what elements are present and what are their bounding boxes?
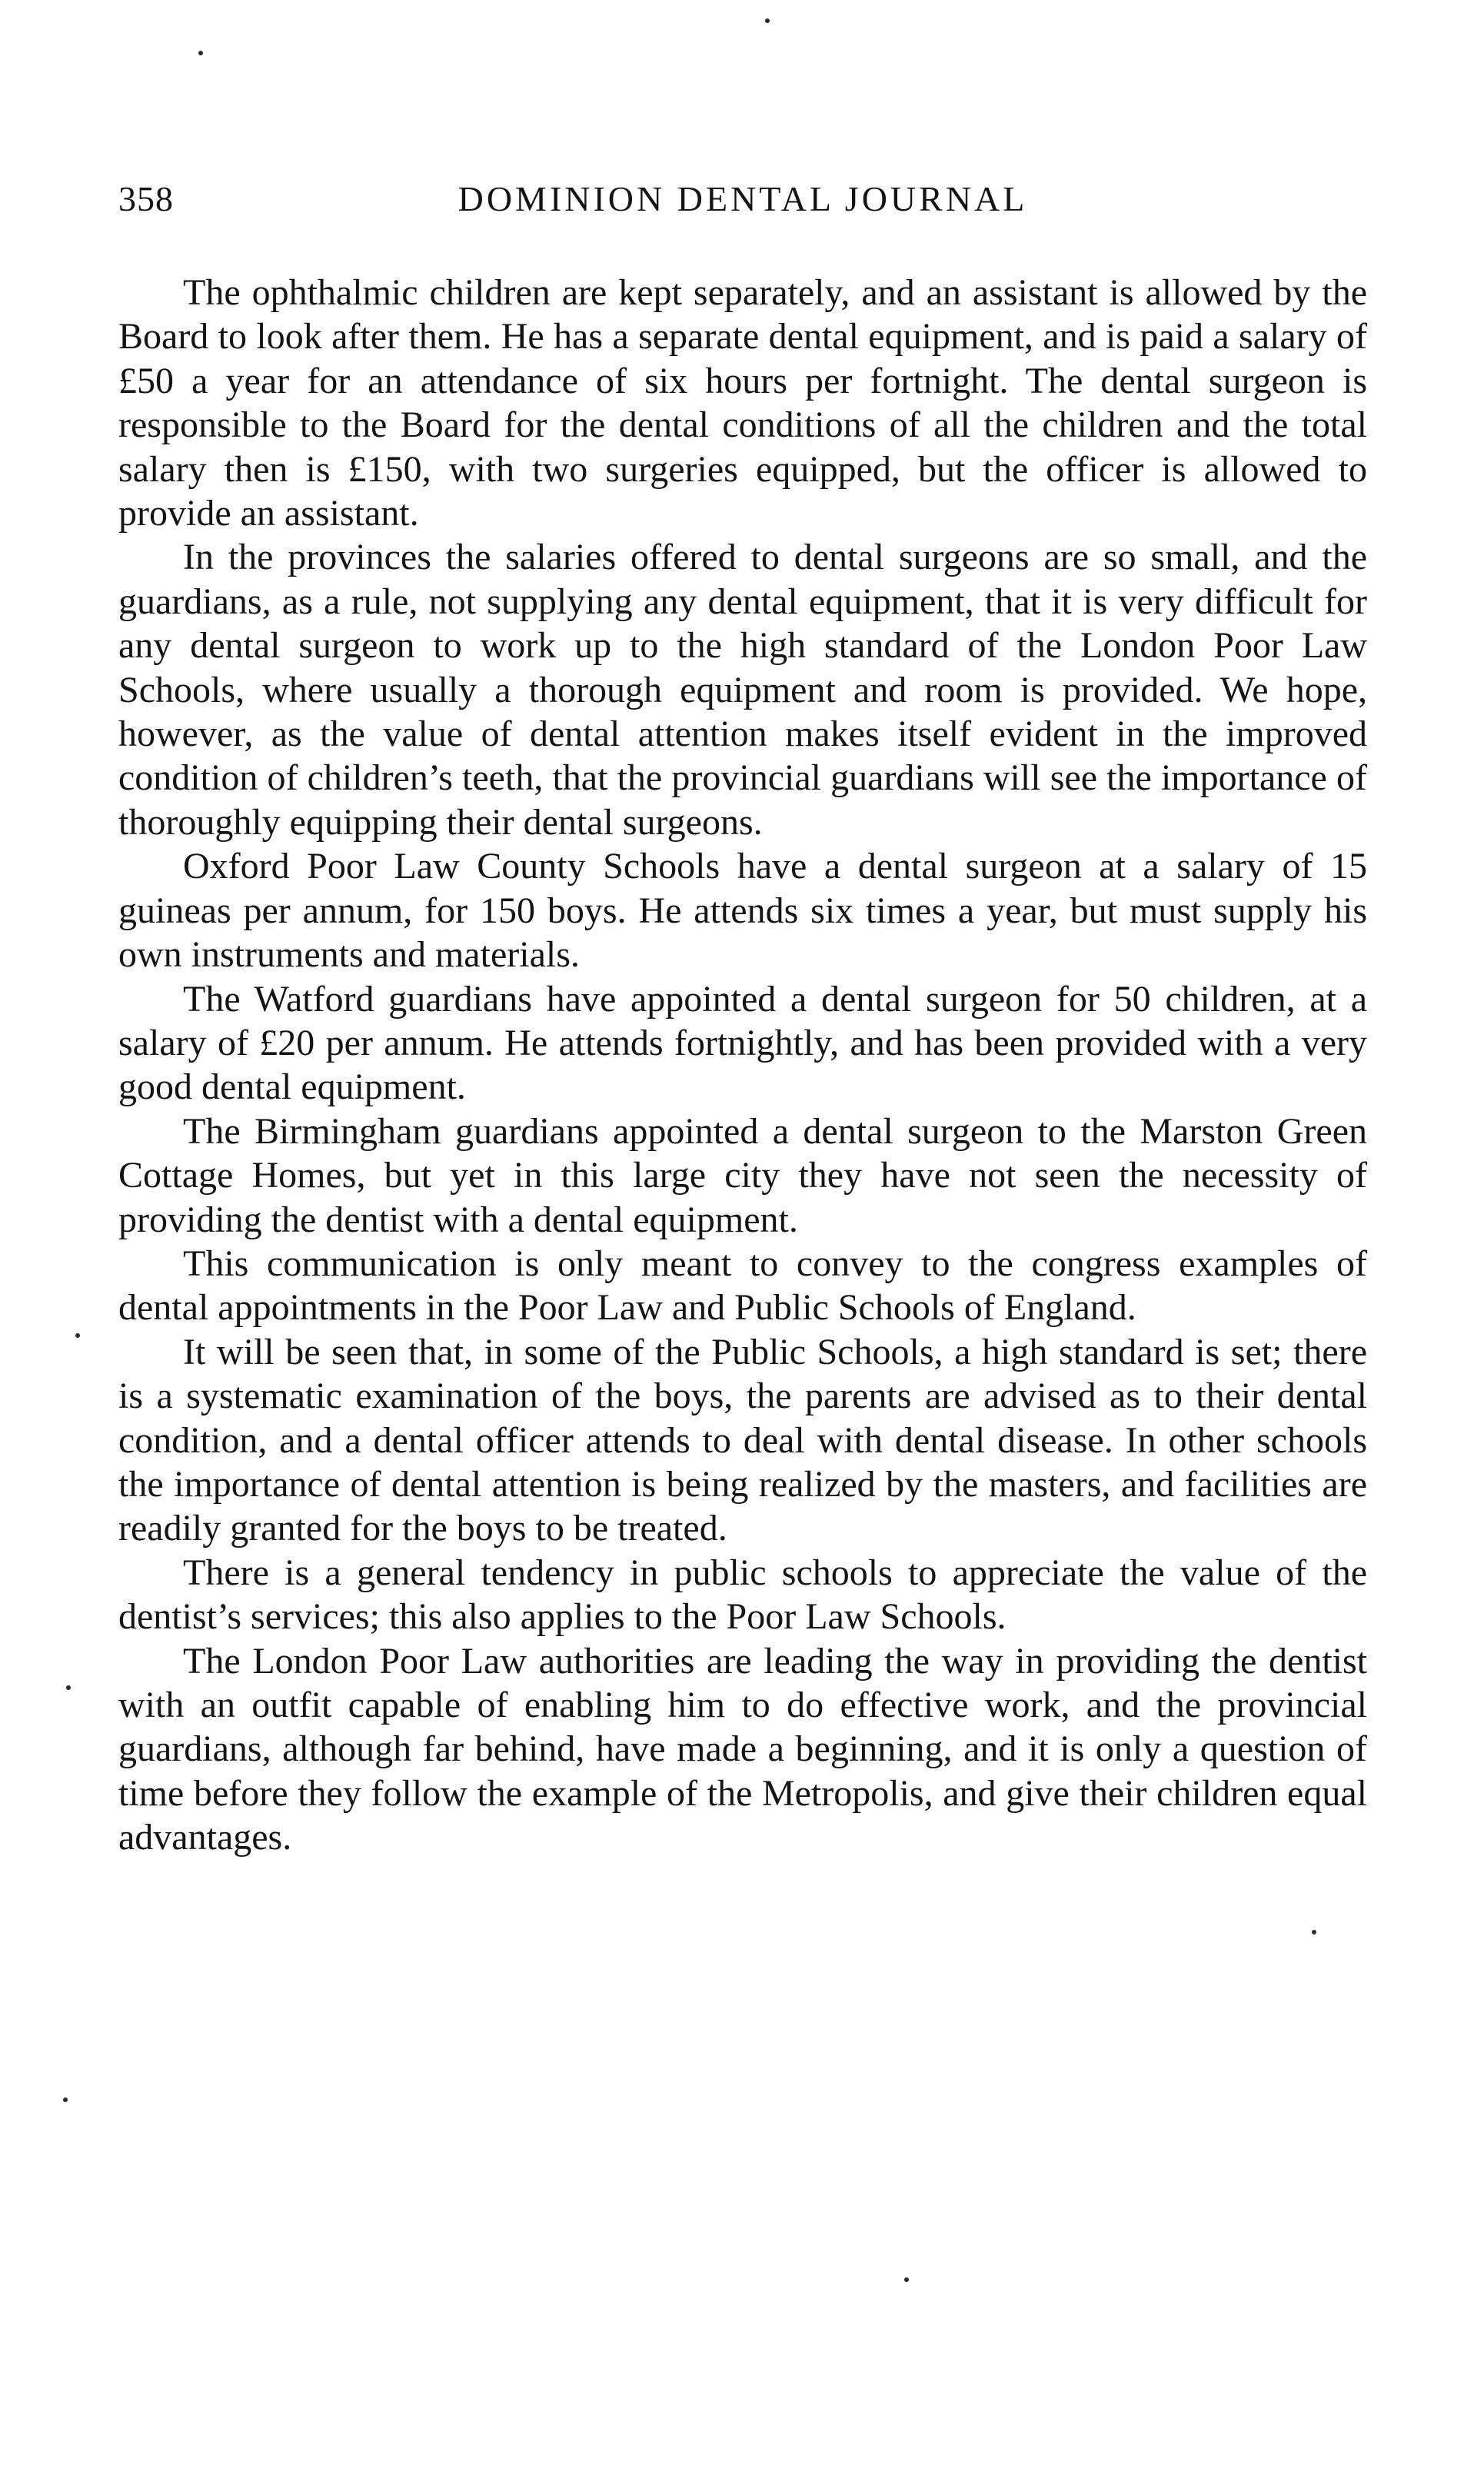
- scan-speck: [75, 1333, 80, 1338]
- page-number: 358: [118, 179, 174, 218]
- paragraph-oxford-schools: Oxford Poor Law County Schools have a dental surgeon at a salary of 15 guineas per annum, for 150 boys. He attends six times a year, but must supply his own instruments and materials.: [118, 846, 1367, 976]
- scan-speck: [198, 51, 203, 55]
- paragraph-public-schools-standard: It will be seen that, in some of the Public Schools, a high standard is set; there is a systematic examination of the boys, the parents are advised as to their dental condition, and a dental officer attends to deal with dental disease. In other schools the importance of dental attention is being realized by the masters, and facilities are readily granted for the boys to be treated.: [118, 1331, 1367, 1549]
- scan-speck: [765, 18, 770, 23]
- scan-speck: [63, 2097, 68, 2102]
- paragraph-birmingham-guardians: The Birmingham guardians appointed a dental surgeon to the Marston Green Cottage Homes, but yet in this large city they have not seen the necessity of providing the dentist with a dental equipment.: [118, 1110, 1367, 1240]
- paragraph-watford-guardians: The Watford guardians have appointed a dental surgeon for 50 children, at a salary of £20 per annum. He attends fortnightly, and has been provided with a very good dental equipment.: [118, 978, 1367, 1108]
- paragraph-london-authorities: The London Poor Law authorities are leading the way in providing the dentist with an outfit capable of enabling him to do effective work, and the provincial guardians, although far behind, have made a beginning, and it is only a question of time before they follow the example of the Metropolis, and give their children equal advantages.: [118, 1640, 1367, 1858]
- paragraph-communication-purpose: This communication is only meant to convey to the congress examples of dental appointments in the Poor Law and Public Schools of England.: [118, 1242, 1367, 1329]
- paragraph-provincial-salaries: In the provinces the salaries offered to dental surgeons are so small, and the guardians, as a rule, not supplying any dental equipment, that it is very difficult for any dental surgeon to work up to the high standard of the London Poor Law Schools, where usually a thorough equipment and room is provided. We hope, however, as the value of dental attention makes itself evident in the improved condition of children’s teeth, that the provincial guardians will see the importance of thoroughly equipping their dental surgeons.: [118, 537, 1367, 843]
- scan-speck: [904, 2277, 909, 2282]
- page-header: [118, 178, 1367, 228]
- scan-speck: [1312, 1930, 1316, 1934]
- scan-speck: [66, 1685, 71, 1690]
- running-title: DOMINION DENTAL JOURNAL: [458, 179, 1028, 218]
- paragraph-general-tendency: There is a general tendency in public schools to appreciate the value of the dentist’s services; this also applies to the Poor Law Schools.: [118, 1552, 1367, 1638]
- paragraph-ophthalmic-children: The ophthalmic children are kept separately, and an assistant is allowed by the Board to look after them. He has a separate dental equipment, and is paid a salary of £50 a year for an attendance of six hours per fortnight. The dental surgeon is responsible to the Board for the dental conditions of all the children and the total salary then is £150, with two surgeries equipped, but the officer is allowed to provide an assistant.: [118, 272, 1367, 534]
- article-body: [118, 271, 1367, 1860]
